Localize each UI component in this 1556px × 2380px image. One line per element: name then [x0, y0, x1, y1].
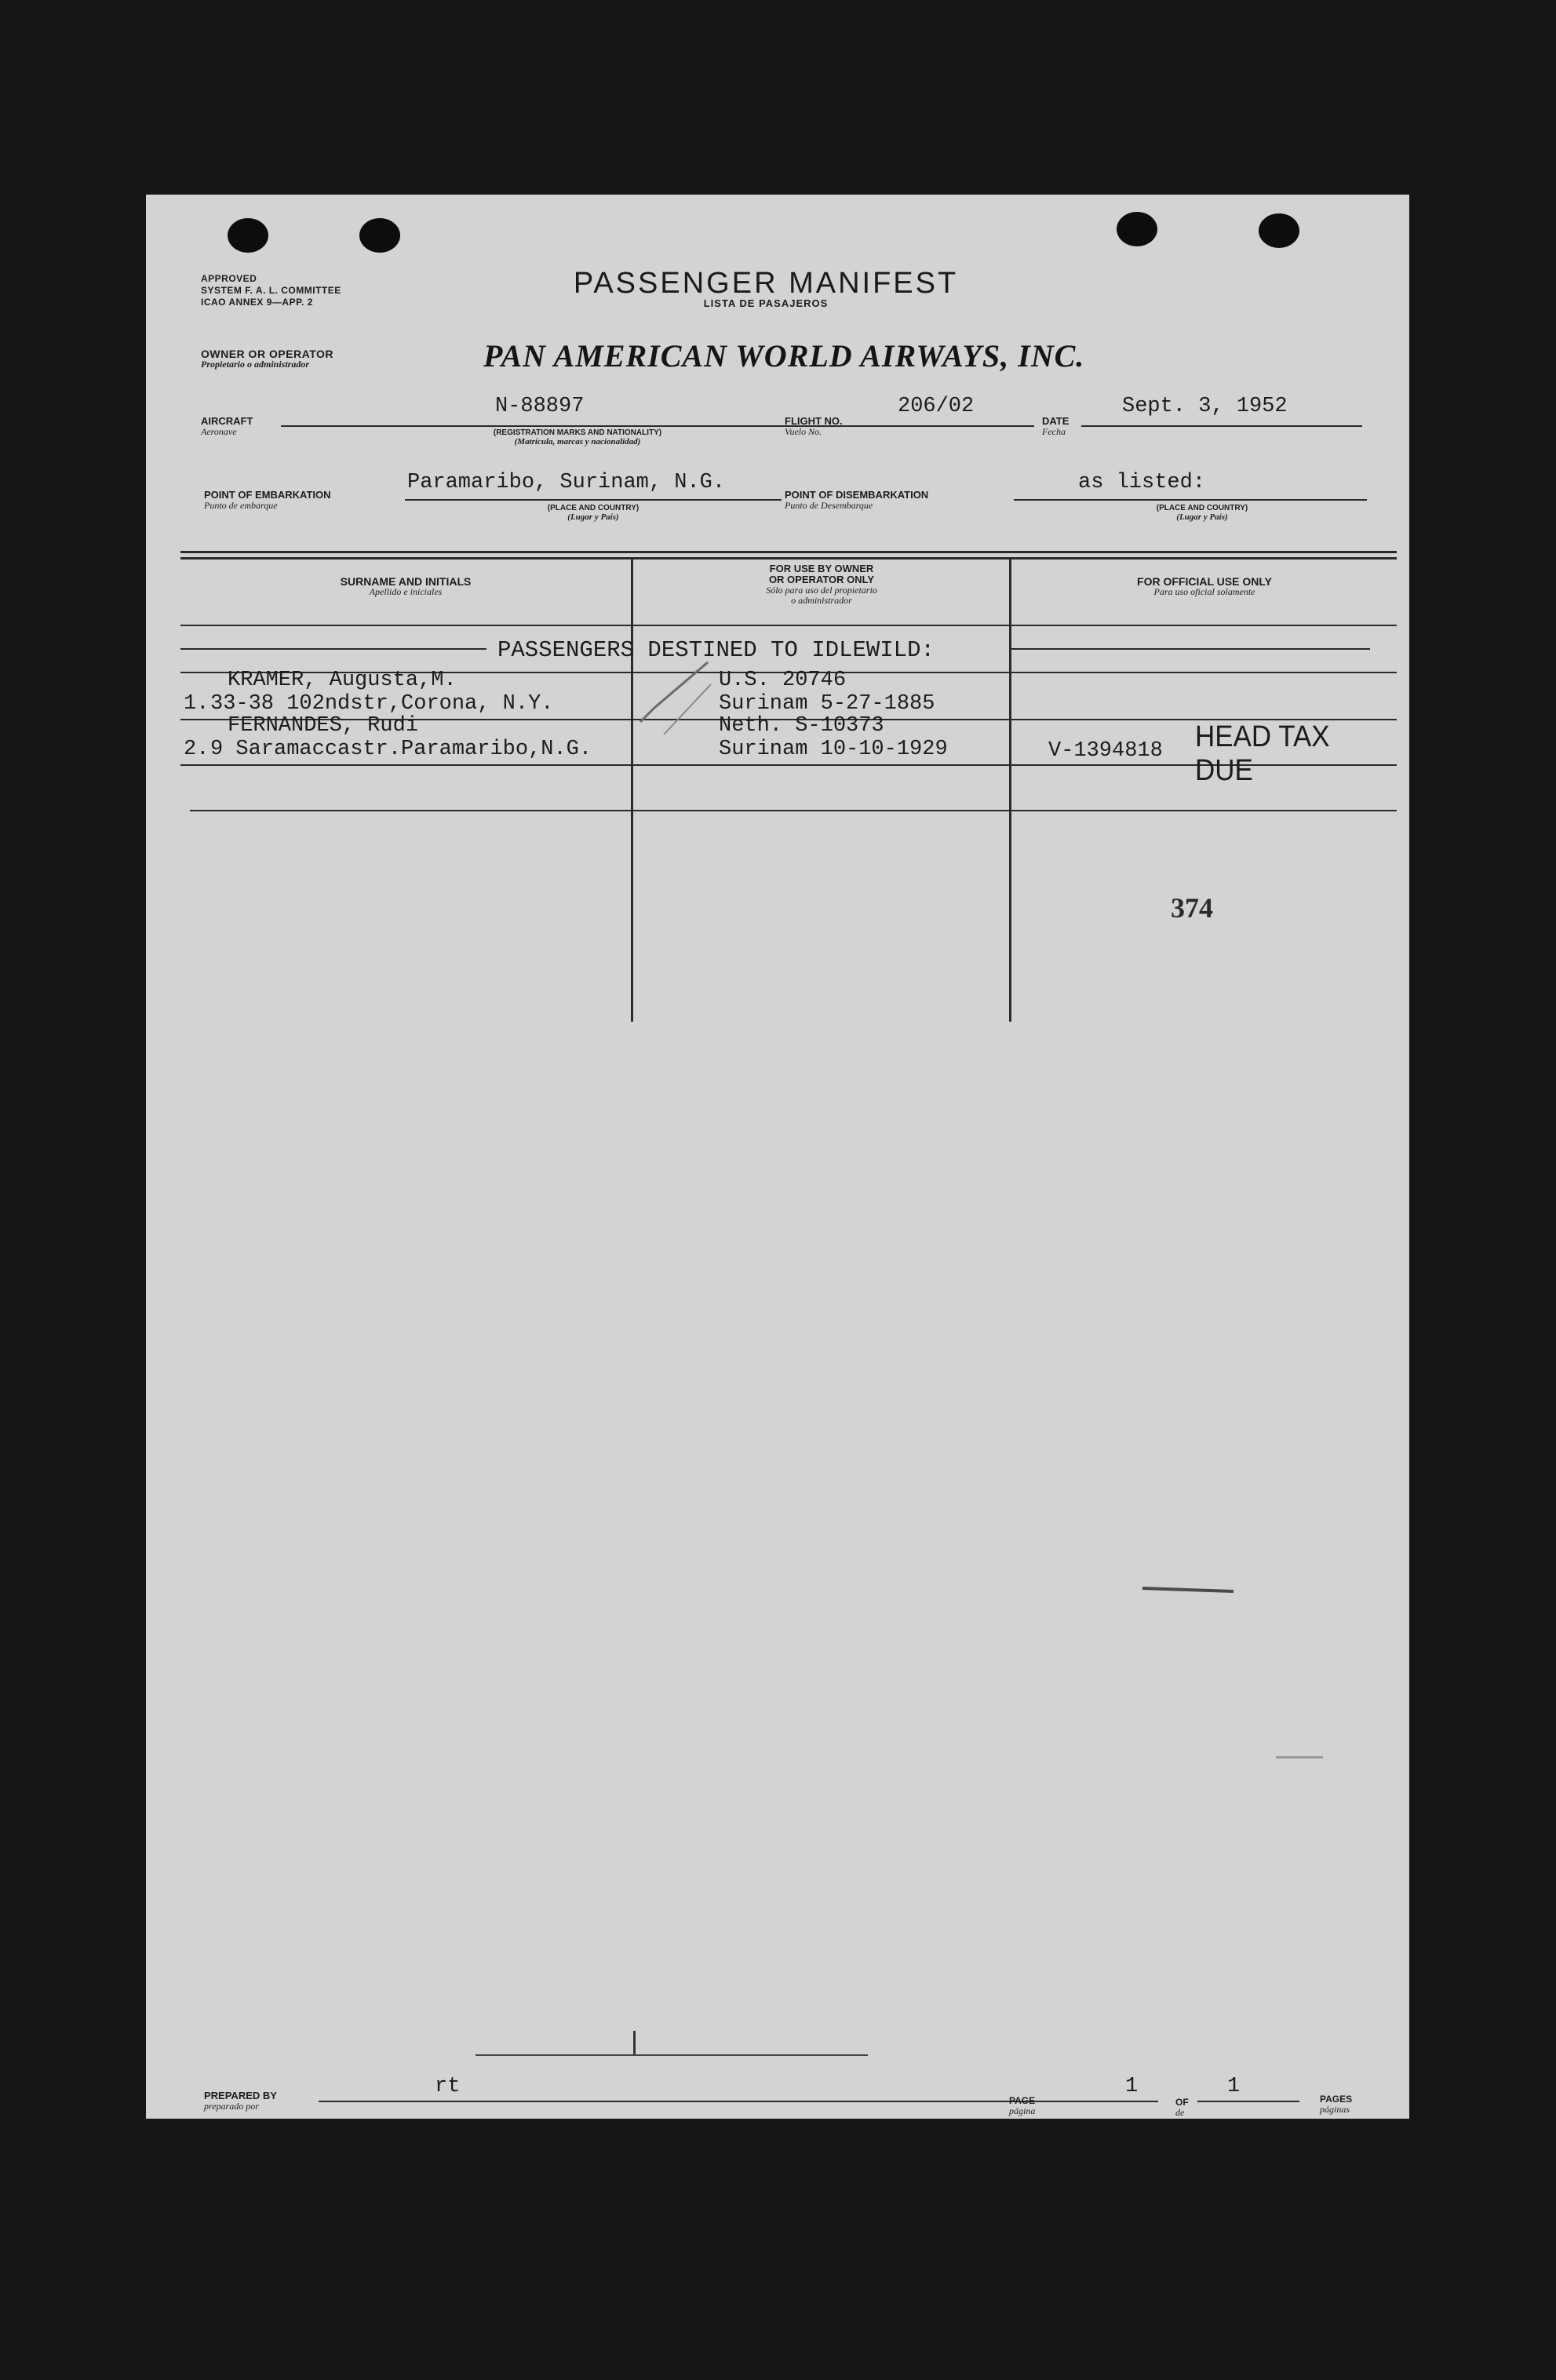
approved-line: SYSTEM F. A. L. COMMITTEE: [201, 285, 341, 296]
embarkation-value: Paramaribo, Surinam, N.G.: [407, 471, 726, 494]
embark-label: POINT OF EMBARKATION: [204, 489, 331, 501]
aircraft-label: AIRCRAFT: [201, 415, 253, 427]
column-divider: [631, 559, 633, 1022]
column-divider: [1009, 559, 1011, 1022]
disembark-label-block: [785, 490, 928, 511]
embark-label-block: [204, 490, 331, 511]
page-value: 1: [1125, 2075, 1139, 2098]
column-header-official: FOR OFFICIAL USE ONLY Para uso oficial solamente: [1137, 575, 1272, 597]
passenger-number: 2.: [184, 738, 210, 761]
passenger-document: Neth. S-10373: [719, 714, 884, 738]
passenger-birth: Surinam 10-10-1929: [719, 738, 948, 761]
punch-hole: [359, 218, 400, 253]
approved-block: [201, 273, 341, 308]
prepared-label-block: [204, 2090, 277, 2112]
page-subtitle: LISTA DE PASAJEROS: [703, 297, 829, 309]
passenger-document: U.S. 20746: [719, 669, 847, 692]
passenger-number: 1.: [184, 692, 210, 716]
disembark-label: POINT OF DISEMBARKATION: [785, 489, 929, 501]
embark-line: [405, 499, 782, 501]
column-header-owner-use: FOR USE BY OWNER OR OPERATOR ONLY Sólo para uso del propietario o administrador: [766, 563, 877, 606]
flight-number-value: 206/02: [898, 395, 975, 418]
flight-label: FLIGHT NO.: [785, 415, 843, 427]
disembark-place-caption: (PLACE AND COUNTRY) (Lugar y País): [1156, 504, 1248, 522]
table-header-rule: [180, 625, 1397, 626]
owner-label-es: Propietario o administrador: [201, 359, 310, 370]
of-label-es: de: [1175, 2107, 1185, 2118]
column-header-surname: SURNAME AND INITIALS Apellido e iniciales: [340, 575, 472, 597]
passenger-birth: Surinam 5-27-1885: [719, 692, 935, 716]
flight-line: [854, 425, 1034, 427]
date-label-es: Fecha: [1042, 426, 1066, 437]
prepared-label: PREPARED BY: [204, 2090, 277, 2101]
operator-name: PAN AMERICAN WORLD AIRWAYS, INC.: [483, 338, 1085, 374]
passenger-name: FERNANDES, Rudi: [228, 714, 419, 738]
aircraft-value: N-88897: [495, 395, 585, 418]
total-line: [1197, 2101, 1299, 2102]
prepared-label-es: preparado por: [204, 2101, 259, 2112]
passenger-stamp: HEAD TAX DUE: [1195, 720, 1330, 787]
punch-hole: [228, 218, 268, 253]
disembarkation-value: as listed:: [1078, 471, 1206, 494]
table-top-rule: [180, 557, 1397, 559]
punch-hole: [1117, 212, 1157, 246]
embark-label-es: Punto de embarque: [204, 500, 278, 511]
row-rule: [190, 810, 1397, 811]
manifest-sheet: [146, 195, 1409, 2119]
page-label-block: [1009, 2095, 1035, 2116]
section-heading: PASSENGERS DESTINED TO IDLEWILD:: [497, 637, 935, 663]
page-label-es: página: [1009, 2105, 1036, 2116]
owner-label-block: [201, 348, 333, 370]
passenger-official: V-1394818: [1048, 739, 1163, 763]
punch-hole: [1259, 213, 1299, 248]
date-label: DATE: [1042, 415, 1070, 427]
check-mark-icon: [632, 653, 719, 739]
smudge-mark: [1142, 1587, 1234, 1593]
pages-label: PAGES: [1320, 2094, 1353, 2105]
pages-label-block: [1320, 2094, 1352, 2115]
page-number-mark: 374: [1171, 892, 1213, 924]
smudge-mark: [633, 2031, 636, 2054]
date-line: [1081, 425, 1362, 427]
title-block: [523, 267, 1009, 309]
passenger-name: KRAMER, Augusta,M.: [228, 669, 457, 692]
flight-label-es: Vuelo No.: [785, 426, 822, 437]
total-pages-value: 1: [1227, 2075, 1241, 2098]
flight-label-block: [785, 416, 843, 437]
approved-line: ICAO ANNEX 9—APP. 2: [201, 297, 313, 308]
smudge-mark: [1276, 1756, 1323, 1759]
pages-label-es: páginas: [1320, 2104, 1350, 2115]
disembark-label-es: Punto de Desembarque: [785, 500, 873, 511]
passenger-address: 9 Saramaccastr.Paramaribo,N.G.: [210, 738, 592, 761]
heading-underline: [1009, 648, 1370, 650]
registration-caption: (REGISTRATION MARKS AND NATIONALITY) (Matrícula, marcas y nacionalidad): [493, 428, 662, 446]
date-label-block: [1042, 416, 1069, 437]
of-label: OF: [1175, 2097, 1189, 2108]
embark-place-caption: (PLACE AND COUNTRY) (Lugar y País): [547, 504, 640, 522]
page-label: PAGE: [1009, 2095, 1036, 2106]
approved-line: APPROVED: [201, 273, 257, 284]
owner-label: OWNER OR OPERATOR: [201, 348, 333, 360]
passenger-address: 33-38 102ndstr,Corona, N.Y.: [210, 692, 554, 716]
page-title: PASSENGER MANIFEST: [573, 267, 959, 300]
heading-underline: [180, 648, 486, 650]
of-label-block: [1175, 2097, 1189, 2118]
prepared-by-value: rt: [435, 2075, 461, 2098]
aircraft-label-block: [201, 416, 253, 437]
disembark-line: [1014, 499, 1367, 501]
date-value: Sept. 3, 1952: [1122, 395, 1288, 418]
table-top-rule: [180, 551, 1397, 553]
aircraft-label-es: Aeronave: [201, 426, 237, 437]
smudge-mark: [476, 2054, 868, 2056]
